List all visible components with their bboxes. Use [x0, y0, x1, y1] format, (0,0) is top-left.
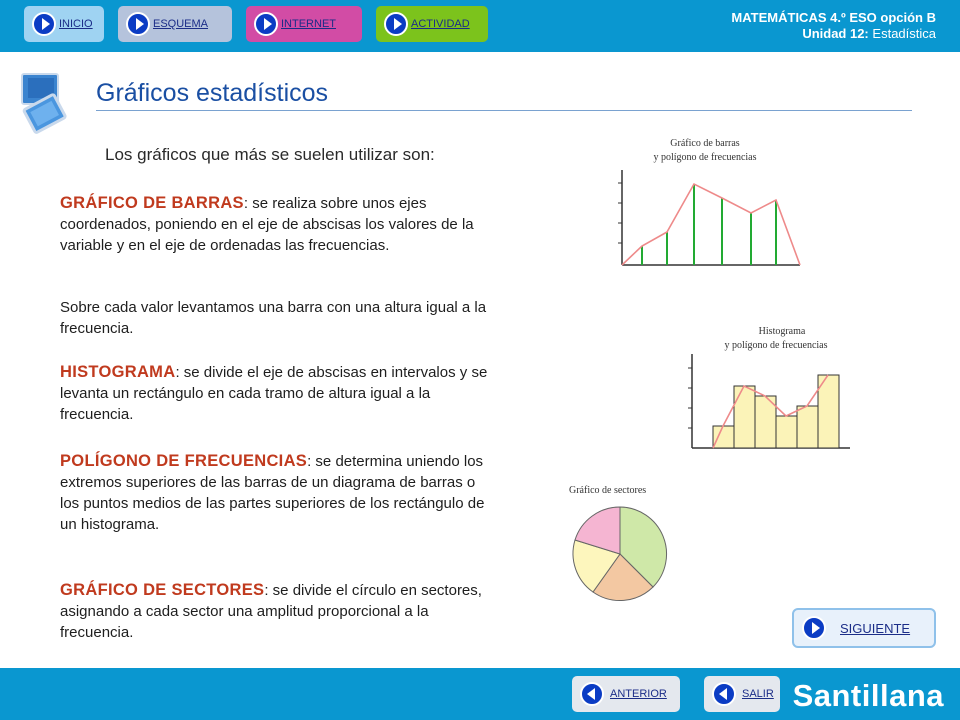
- text-barras: : se realiza sobre unos ejes coordenados, poniendo en el eje de abscisas los valores de la variable y en el eje de ordenadas las frecuencias.: [60, 195, 474, 254]
- anterior-label: ANTERIOR: [610, 688, 667, 700]
- hist-bar-2: [734, 386, 755, 448]
- intro-text: Los gráficos que más se suelen utilizar son:: [105, 145, 435, 164]
- figure-histogram: [680, 318, 855, 463]
- figure-bar-title-2: y polígono de frecuencias: [653, 152, 757, 163]
- unit-prefix: Unidad 12:: [802, 26, 869, 41]
- brand-logo: Santillana: [792, 678, 944, 713]
- section-poligono: [60, 451, 490, 535]
- screens-icon: [16, 70, 72, 134]
- unit-line: [731, 26, 936, 42]
- nav-esquema-label: ESQUEMA: [153, 18, 209, 30]
- term-histograma: HISTOGRAMA: [60, 363, 176, 381]
- section-sectores: [60, 580, 490, 643]
- hist-bar-5: [797, 406, 818, 448]
- salir-button[interactable]: [704, 676, 780, 712]
- section-barras-extra: [60, 297, 490, 339]
- play-arrow-icon: [802, 616, 826, 640]
- nav-internet-label: INTERNET: [281, 18, 336, 30]
- play-arrow-icon: [384, 12, 408, 36]
- text-barras-2: Sobre cada valor levantamos una barra con una altura igual a la frecuencia.: [60, 299, 487, 337]
- page-title: Gráficos estadísticos: [96, 79, 329, 107]
- nav-inicio-button[interactable]: [24, 6, 104, 42]
- play-arrow-icon: [32, 12, 56, 36]
- back-arrow-icon: [712, 682, 736, 706]
- siguiente-label: SIGUIENTE: [840, 620, 911, 636]
- nav-inicio-label: INICIO: [59, 18, 93, 30]
- text-sectores: : se divide el círculo en sectores, asignando a cada sector una amplitud proporcional a la frecuencia.: [60, 582, 482, 641]
- figure-bar-title-1: Gráfico de barras: [670, 138, 740, 149]
- nav-actividad-button[interactable]: [376, 6, 488, 42]
- figure-pie-title: Gráfico de sectores: [569, 485, 647, 496]
- text-histograma: : se divide el eje de abscisas en intervalos y se levanta un rectángulo en cada tramo de altura igual a la frecuencia.: [60, 364, 488, 423]
- text-poligono: : se determina uniendo los extremos superiores de las barras de un diagrama de barras o los puntos medios de las partes superiores de los rectángulo de un histograma.: [60, 453, 485, 533]
- section-histograma: [60, 362, 490, 425]
- anterior-button[interactable]: [572, 676, 680, 712]
- nav-actividad-label: ACTIVIDAD: [411, 18, 470, 30]
- hist-bar-1: [713, 426, 734, 448]
- siguiente-button[interactable]: [792, 608, 936, 648]
- term-barras: GRÁFICO DE BARRAS: [60, 194, 244, 212]
- frequency-polygon: [622, 184, 800, 265]
- term-sectores: GRÁFICO DE SECTORES: [60, 581, 265, 599]
- term-poligono: POLÍGONO DE FRECUENCIAS: [60, 452, 308, 470]
- course-name: MATEMÁTICAS 4.º ESO opción B: [731, 10, 936, 25]
- figure-bar-chart: [600, 128, 810, 278]
- nav-esquema-button[interactable]: [118, 6, 232, 42]
- figure-pie-chart: [565, 478, 680, 608]
- play-arrow-icon: [254, 12, 278, 36]
- hist-bar-4: [776, 416, 797, 448]
- figure-hist-title-1: Histograma: [758, 326, 806, 337]
- nav-internet-button[interactable]: [246, 6, 362, 42]
- course-header: [731, 10, 936, 42]
- figure-hist-title-2: y polígono de frecuencias: [724, 340, 828, 351]
- back-arrow-icon: [580, 682, 604, 706]
- play-arrow-icon: [126, 12, 150, 36]
- unit-name: Estadística: [872, 26, 936, 41]
- section-barras: [60, 193, 490, 256]
- title-divider: [96, 110, 912, 111]
- salir-label: SALIR: [742, 688, 774, 700]
